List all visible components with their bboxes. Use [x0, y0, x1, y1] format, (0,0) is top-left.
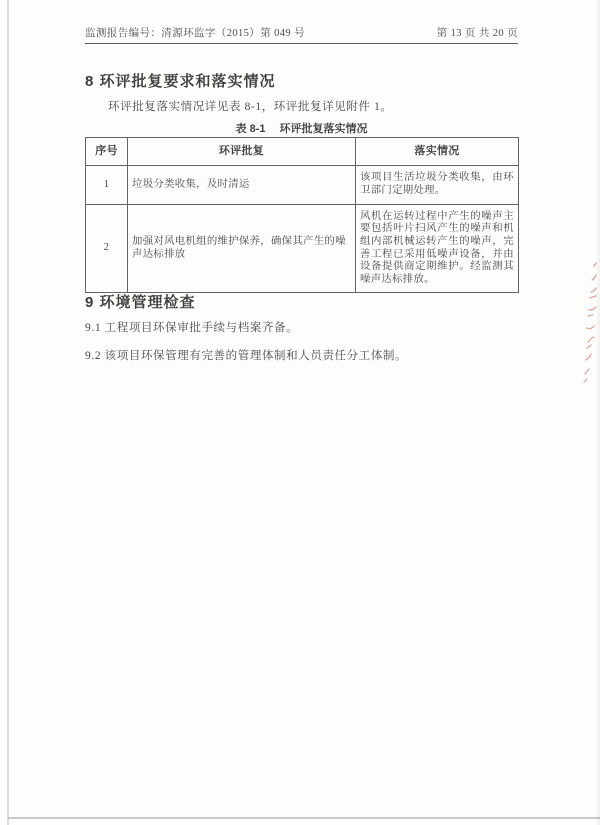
report-number: 监测报告编号：清源环监字（2015）第 049 号 — [85, 28, 305, 39]
table-header-row — [86, 138, 519, 166]
column-header-approval: 环评批复 — [128, 138, 356, 166]
table-row — [86, 166, 519, 205]
row2-implementation: 风机在运转过程中产生的噪声主要包括叶片扫风产生的噪声和机组内部机械运转产生的噪声，完善工程已采用低噪声设备，并由设备提供商定期维护。经监测其噪声达标排放。 — [356, 205, 519, 293]
row2-approval: 加强对风电机组的维护保养，确保其产生的噪声达标排放 — [128, 205, 356, 293]
row1-approval: 垃圾分类收集，及时清运 — [128, 166, 356, 205]
page-header — [85, 25, 518, 40]
row1-no: 1 — [86, 166, 128, 205]
section-9-item-2: 9.2 该项目环保管理有完善的管理体制和人员责任分工体制。 — [85, 350, 408, 362]
scan-edge-right — [595, 0, 600, 825]
page-indicator: 第 13 页 共 20 页 — [436, 28, 518, 39]
section-8-paragraph: 环评批复落实情况详见表 8-1，环评批复详见附件 1。 — [108, 101, 393, 113]
table-caption — [85, 120, 518, 136]
row2-no: 2 — [86, 205, 128, 293]
table-row — [86, 205, 519, 293]
column-header-implementation: 落实情况 — [356, 138, 519, 166]
section-8-title: 8 环评批复要求和落实情况 — [85, 73, 276, 90]
table-caption-title: 环评批复落实情况 — [279, 123, 368, 135]
section-9-item-1: 9.1 工程项目环保审批手续与档案齐备。 — [85, 322, 299, 334]
row1-implementation: 该项目生活垃圾分类收集，由环卫部门定期处理。 — [356, 166, 519, 205]
scan-edge-left — [7, 0, 9, 825]
scan-edge-bottom — [8, 817, 600, 819]
table-caption-label: 表 8-1 — [235, 123, 266, 135]
eia-implementation-table — [85, 137, 519, 293]
section-9-title: 9 环境管理检查 — [85, 294, 196, 311]
column-header-no: 序号 — [86, 138, 128, 166]
header-rule — [85, 43, 518, 44]
